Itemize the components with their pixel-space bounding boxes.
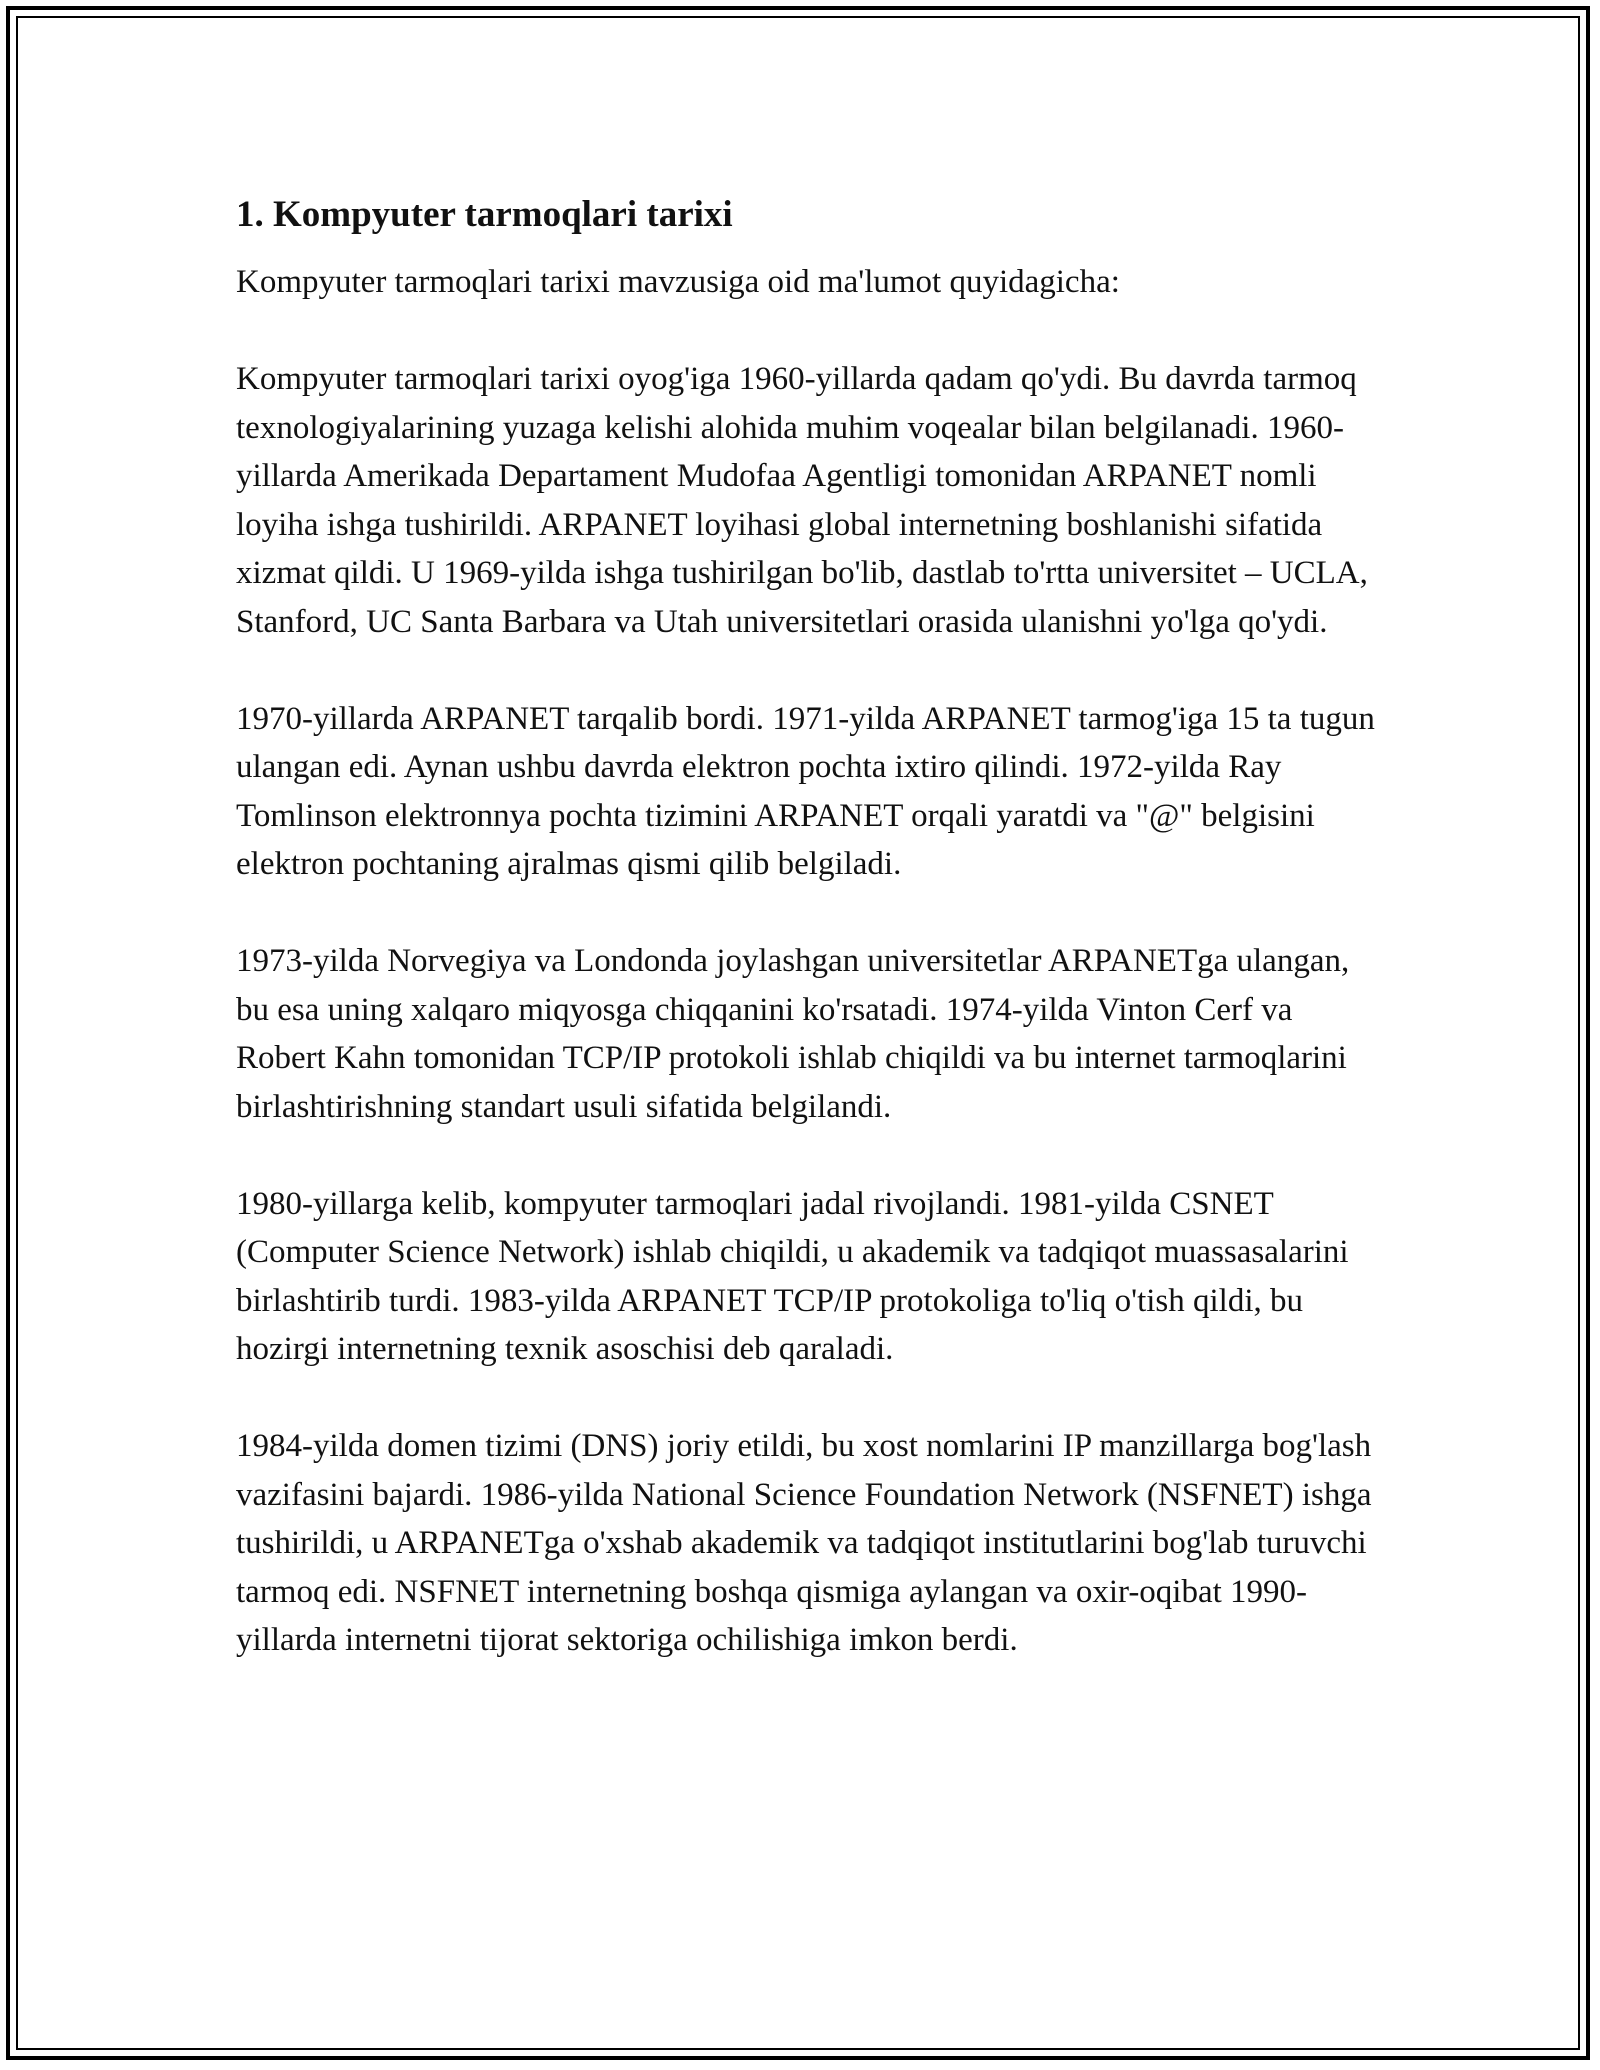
paragraph-1984-1986: 1984-yilda domen tizimi (DNS) joriy etildi, bu xost nomlarini IP manzillarga bog'lash vazifasini bajardi. 1986-yilda National Science Foundation Network (NSFNET) ishga tushirildi, u ARPANETga o'xshab akademik va tadqiqot institutlarini bog'lab turuvchi tarmoq edi. NSFNET internetning boshqa qismiga aylangan va oxir-oqibat 1990-yillarda internetni tijorat sektoriga ochilishiga imkon berdi. xyxy=(236,1428,1372,1658)
paragraph-1980s: 1980-yillarga kelib, kompyuter tarmoqlari jadal rivojlandi. 1981-yilda CSNET (Computer Science Network) ishlab chiqildi, u akademik va tadqiqot muassasalarini birlashtirib turdi. 1983-yilda ARPANET TCP/IP protokoliga to'liq o'tish qildi, bu hozirgi internetning texnik asoschisi deb qaraladi. xyxy=(236,1185,1349,1367)
document-body xyxy=(236,186,1376,1713)
paragraph-1970s: 1970-yillarda ARPANET tarqalib bordi. 1971-yilda ARPANET tarmog'iga 15 ta tugun ulangan edi. Aynan ushbu davrda elektron pochta ixtiro qilindi. 1972-yilda Ray Tomlinson elektronnya pochta tizimini ARPANET orqali yaratdi va "@" belgisini elektron pochtaning ajralmas qismi qilib belgiladi. xyxy=(236,700,1375,882)
paragraph-1960s: Kompyuter tarmoqlari tarixi oyog'iga 1960-yillarda qadam qo'ydi. Bu davrda tarmoq texnologiyalarining yuzaga kelishi alohida muhim voqealar bilan belgilanadi. 1960-yillarda Amerikada Departament Mudofaa Agentligi tomonidan ARPANET nomli loyiha ishga tushirildi. ARPANET loyihasi global internetning boshlanishi sifatida xizmat qildi. U 1969-yilda ishga tushirilgan bo'lib, dastlab to'rtta universitet – UCLA, Stanford, UC Santa Barbara va Utah universitetlari orasida ulanishni yo'lga qo'ydi. xyxy=(236,361,1368,640)
intro-paragraph: Kompyuter tarmoqlari tarixi mavzusiga oid ma'lumot quyidagicha: xyxy=(236,264,1120,300)
section-heading: 1. Kompyuter tarmoqlari tarixi xyxy=(236,194,733,235)
paragraph-1973-1974: 1973-yilda Norvegiya va Londonda joylashgan universitetlar ARPANETga ulangan, bu esa uning xalqaro miqyosga chiqqanini ko'rsatadi. 1974-yilda Vinton Cerf va Robert Kahn tomonidan TCP/IP protokoli ishlab chiqildi va bu internet tarmoqlarini birlashtirishning standart usuli sifatida belgilandi. xyxy=(236,943,1350,1125)
